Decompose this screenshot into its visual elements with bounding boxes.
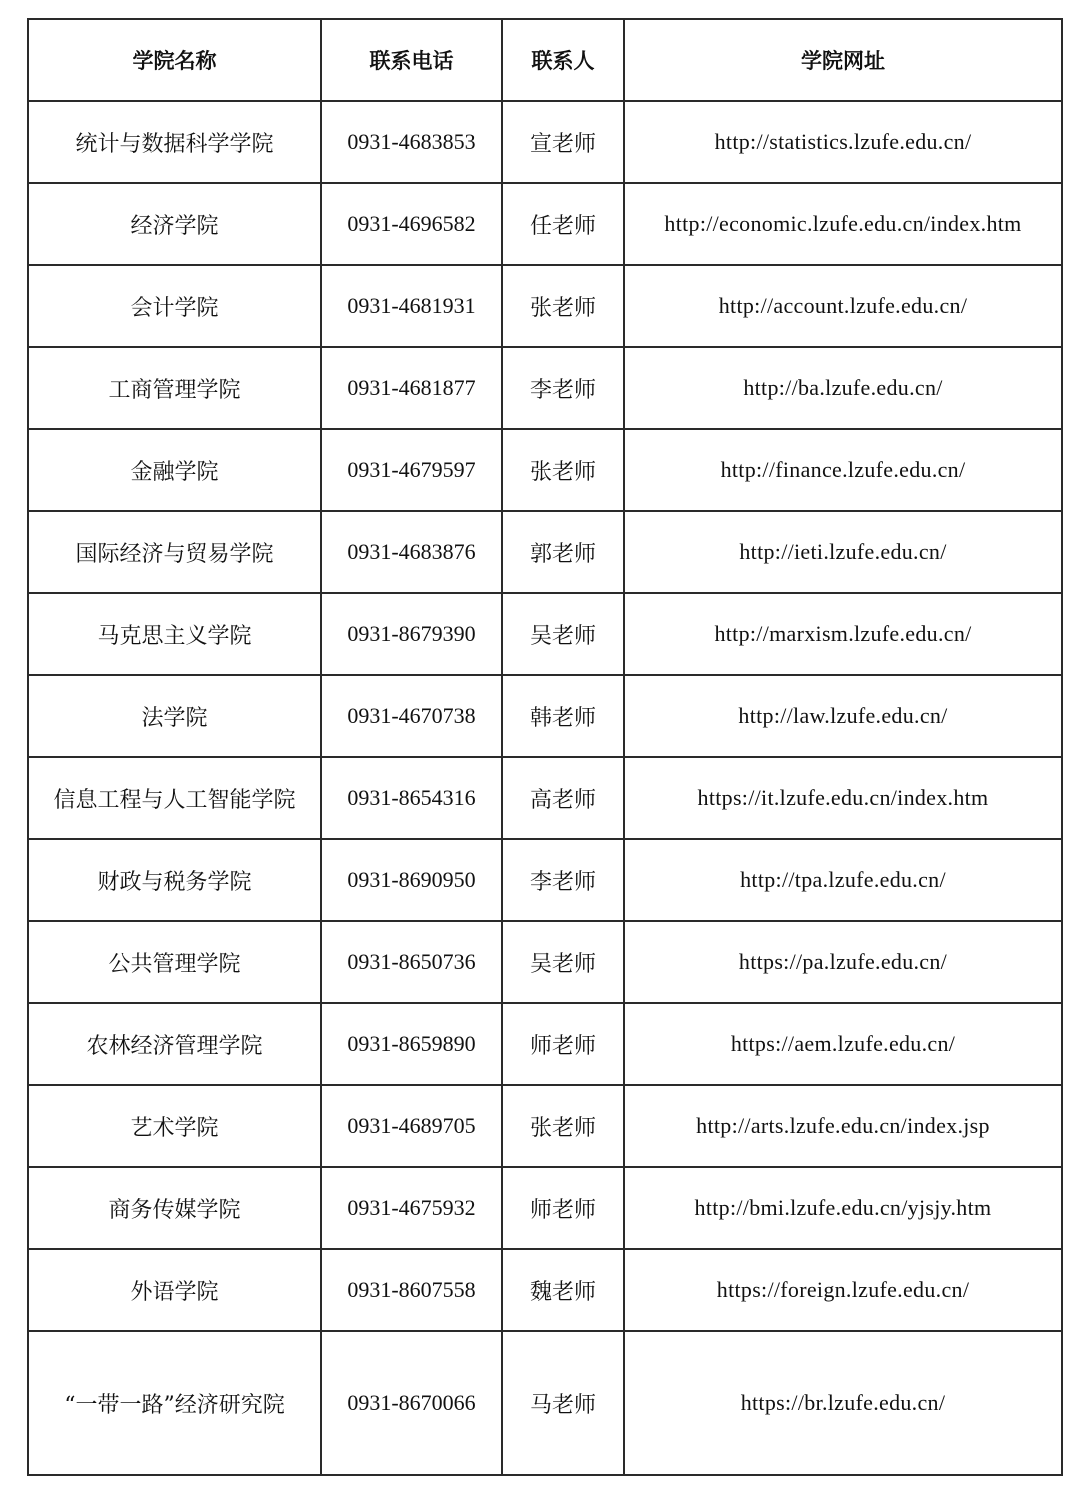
contact-cell: 张老师 xyxy=(502,265,624,347)
table-row xyxy=(28,101,1062,183)
table-row xyxy=(28,757,1062,839)
website-cell: http://arts.lzufe.edu.cn/index.jsp xyxy=(624,1085,1062,1167)
college-name-cell: 法学院 xyxy=(28,675,321,757)
contact-cell: 李老师 xyxy=(502,839,624,921)
website-cell: http://law.lzufe.edu.cn/ xyxy=(624,675,1062,757)
website-cell: http://statistics.lzufe.edu.cn/ xyxy=(624,101,1062,183)
phone-cell: 0931-4689705 xyxy=(321,1085,502,1167)
phone-cell: 0931-8650736 xyxy=(321,921,502,1003)
contact-cell: 任老师 xyxy=(502,183,624,265)
contact-cell: 宣老师 xyxy=(502,101,624,183)
contact-cell: 张老师 xyxy=(502,1085,624,1167)
contact-cell: 张老师 xyxy=(502,429,624,511)
phone-cell: 0931-4675932 xyxy=(321,1167,502,1249)
contact-cell: 师老师 xyxy=(502,1003,624,1085)
table-row xyxy=(28,429,1062,511)
table-header-row xyxy=(28,19,1062,101)
table-row xyxy=(28,839,1062,921)
contact-cell: 高老师 xyxy=(502,757,624,839)
college-name-cell: 会计学院 xyxy=(28,265,321,347)
table-row xyxy=(28,183,1062,265)
phone-cell: 0931-4681877 xyxy=(321,347,502,429)
phone-cell: 0931-8654316 xyxy=(321,757,502,839)
table-row xyxy=(28,1085,1062,1167)
contact-cell: 师老师 xyxy=(502,1167,624,1249)
college-name-cell: 外语学院 xyxy=(28,1249,321,1331)
college-name-cell: 艺术学院 xyxy=(28,1085,321,1167)
phone-cell: 0931-8679390 xyxy=(321,593,502,675)
phone-cell: 0931-4681931 xyxy=(321,265,502,347)
website-cell: http://marxism.lzufe.edu.cn/ xyxy=(624,593,1062,675)
website-cell: https://it.lzufe.edu.cn/index.htm xyxy=(624,757,1062,839)
website-cell: http://tpa.lzufe.edu.cn/ xyxy=(624,839,1062,921)
phone-cell: 0931-4683853 xyxy=(321,101,502,183)
table-row xyxy=(28,1003,1062,1085)
phone-cell: 0931-4670738 xyxy=(321,675,502,757)
college-name-cell: 国际经济与贸易学院 xyxy=(28,511,321,593)
college-name-cell: 统计与数据科学学院 xyxy=(28,101,321,183)
college-name-cell: 工商管理学院 xyxy=(28,347,321,429)
phone-cell: 0931-8659890 xyxy=(321,1003,502,1085)
table-body xyxy=(28,101,1062,1475)
contact-cell: 魏老师 xyxy=(502,1249,624,1331)
website-cell: https://pa.lzufe.edu.cn/ xyxy=(624,921,1062,1003)
contact-cell: 郭老师 xyxy=(502,511,624,593)
college-name-cell: 商务传媒学院 xyxy=(28,1167,321,1249)
header-website: 学院网址 xyxy=(624,19,1062,101)
header-college-name: 学院名称 xyxy=(28,19,321,101)
contact-cell: 吴老师 xyxy=(502,921,624,1003)
table-row xyxy=(28,1249,1062,1331)
college-name-cell: 马克思主义学院 xyxy=(28,593,321,675)
header-contact: 联系人 xyxy=(502,19,624,101)
website-cell: http://account.lzufe.edu.cn/ xyxy=(624,265,1062,347)
table-row xyxy=(28,593,1062,675)
contact-cell: 马老师 xyxy=(502,1331,624,1475)
table-row xyxy=(28,1331,1062,1475)
website-cell: http://ba.lzufe.edu.cn/ xyxy=(624,347,1062,429)
phone-cell: 0931-4683876 xyxy=(321,511,502,593)
header-phone: 联系电话 xyxy=(321,19,502,101)
table-row xyxy=(28,675,1062,757)
college-name-cell: 农林经济管理学院 xyxy=(28,1003,321,1085)
website-cell: https://aem.lzufe.edu.cn/ xyxy=(624,1003,1062,1085)
table-row xyxy=(28,511,1062,593)
contact-cell: 吴老师 xyxy=(502,593,624,675)
table-row xyxy=(28,347,1062,429)
college-name-cell: 公共管理学院 xyxy=(28,921,321,1003)
table-row xyxy=(28,921,1062,1003)
contact-cell: 韩老师 xyxy=(502,675,624,757)
website-cell: http://bmi.lzufe.edu.cn/yjsjy.htm xyxy=(624,1167,1062,1249)
phone-cell: 0931-4679597 xyxy=(321,429,502,511)
phone-cell: 0931-8607558 xyxy=(321,1249,502,1331)
college-name-cell: 财政与税务学院 xyxy=(28,839,321,921)
phone-cell: 0931-8690950 xyxy=(321,839,502,921)
college-name-cell: “一带一路”经济研究院 xyxy=(28,1331,321,1475)
contact-cell: 李老师 xyxy=(502,347,624,429)
table-row xyxy=(28,265,1062,347)
website-cell: https://br.lzufe.edu.cn/ xyxy=(624,1331,1062,1475)
college-contact-table xyxy=(27,18,1063,1476)
table-row xyxy=(28,1167,1062,1249)
website-cell: http://ieti.lzufe.edu.cn/ xyxy=(624,511,1062,593)
college-name-cell: 信息工程与人工智能学院 xyxy=(28,757,321,839)
college-name-cell: 金融学院 xyxy=(28,429,321,511)
website-cell: http://finance.lzufe.edu.cn/ xyxy=(624,429,1062,511)
website-cell: https://foreign.lzufe.edu.cn/ xyxy=(624,1249,1062,1331)
college-name-cell: 经济学院 xyxy=(28,183,321,265)
website-cell: http://economic.lzufe.edu.cn/index.htm xyxy=(624,183,1062,265)
phone-cell: 0931-8670066 xyxy=(321,1331,502,1475)
phone-cell: 0931-4696582 xyxy=(321,183,502,265)
